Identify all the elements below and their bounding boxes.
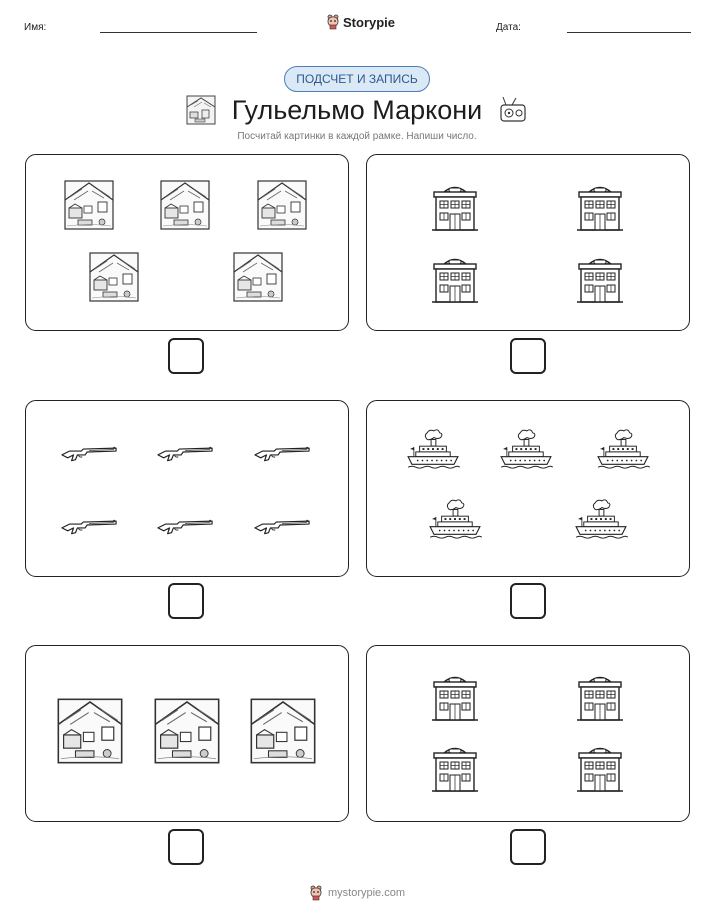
- date-label: Дата:: [496, 22, 521, 33]
- attic-icon: [154, 698, 220, 769]
- count-panel-2: [366, 154, 690, 331]
- radio-icon: [498, 95, 528, 125]
- rifle-icon: [156, 440, 214, 469]
- brand-name: Storypie: [343, 14, 396, 30]
- name-label: Имя:: [24, 22, 47, 33]
- answer-box-1[interactable]: [168, 338, 204, 374]
- building-icon: [430, 743, 480, 798]
- ship-icon: [428, 498, 482, 547]
- instructions: Посчитай картинки в каждой рамке. Напиши число.: [237, 131, 477, 142]
- answer-box-3[interactable]: [168, 583, 204, 619]
- building-icon: [575, 743, 625, 798]
- answer-box-4[interactable]: [510, 583, 546, 619]
- building-icon: [430, 672, 480, 727]
- rifle-icon: [60, 513, 118, 542]
- attic-icon: [89, 252, 139, 307]
- attic-icon: [250, 698, 316, 769]
- storypie-mascot-icon: [309, 885, 323, 901]
- brand-logo: [326, 14, 395, 30]
- building-icon: [430, 182, 480, 237]
- ship-icon: [596, 428, 650, 477]
- date-line[interactable]: [567, 32, 691, 33]
- count-panel-6: [366, 645, 690, 822]
- rifle-icon: [253, 440, 311, 469]
- attic-icon: [64, 180, 114, 235]
- rifle-icon: [60, 440, 118, 469]
- building-icon: [430, 254, 480, 309]
- count-panel-3: [25, 400, 349, 577]
- footer-site: mystorypie.com: [327, 887, 406, 899]
- storypie-mascot-icon: [326, 14, 340, 30]
- answer-box-2[interactable]: [510, 338, 546, 374]
- answer-box-5[interactable]: [168, 829, 204, 865]
- ship-icon: [499, 428, 553, 477]
- count-panel-4: [366, 400, 690, 577]
- name-line[interactable]: [100, 32, 257, 33]
- building-icon: [575, 182, 625, 237]
- attic-icon: [160, 180, 210, 235]
- attic-icon: [186, 95, 216, 125]
- attic-icon: [257, 180, 307, 235]
- building-icon: [575, 672, 625, 727]
- building-icon: [575, 254, 625, 309]
- ship-icon: [574, 498, 628, 547]
- rifle-icon: [156, 513, 214, 542]
- footer: [0, 885, 714, 901]
- attic-icon: [233, 252, 283, 307]
- answer-box-6[interactable]: [510, 829, 546, 865]
- attic-icon: [57, 698, 123, 769]
- page-title: Гульельмо Маркони: [231, 94, 483, 125]
- activity-badge: ПОДСЧЕТ И ЗАПИСЬ: [284, 66, 430, 92]
- ship-icon: [406, 428, 460, 477]
- title-row: [150, 92, 564, 128]
- rifle-icon: [253, 513, 311, 542]
